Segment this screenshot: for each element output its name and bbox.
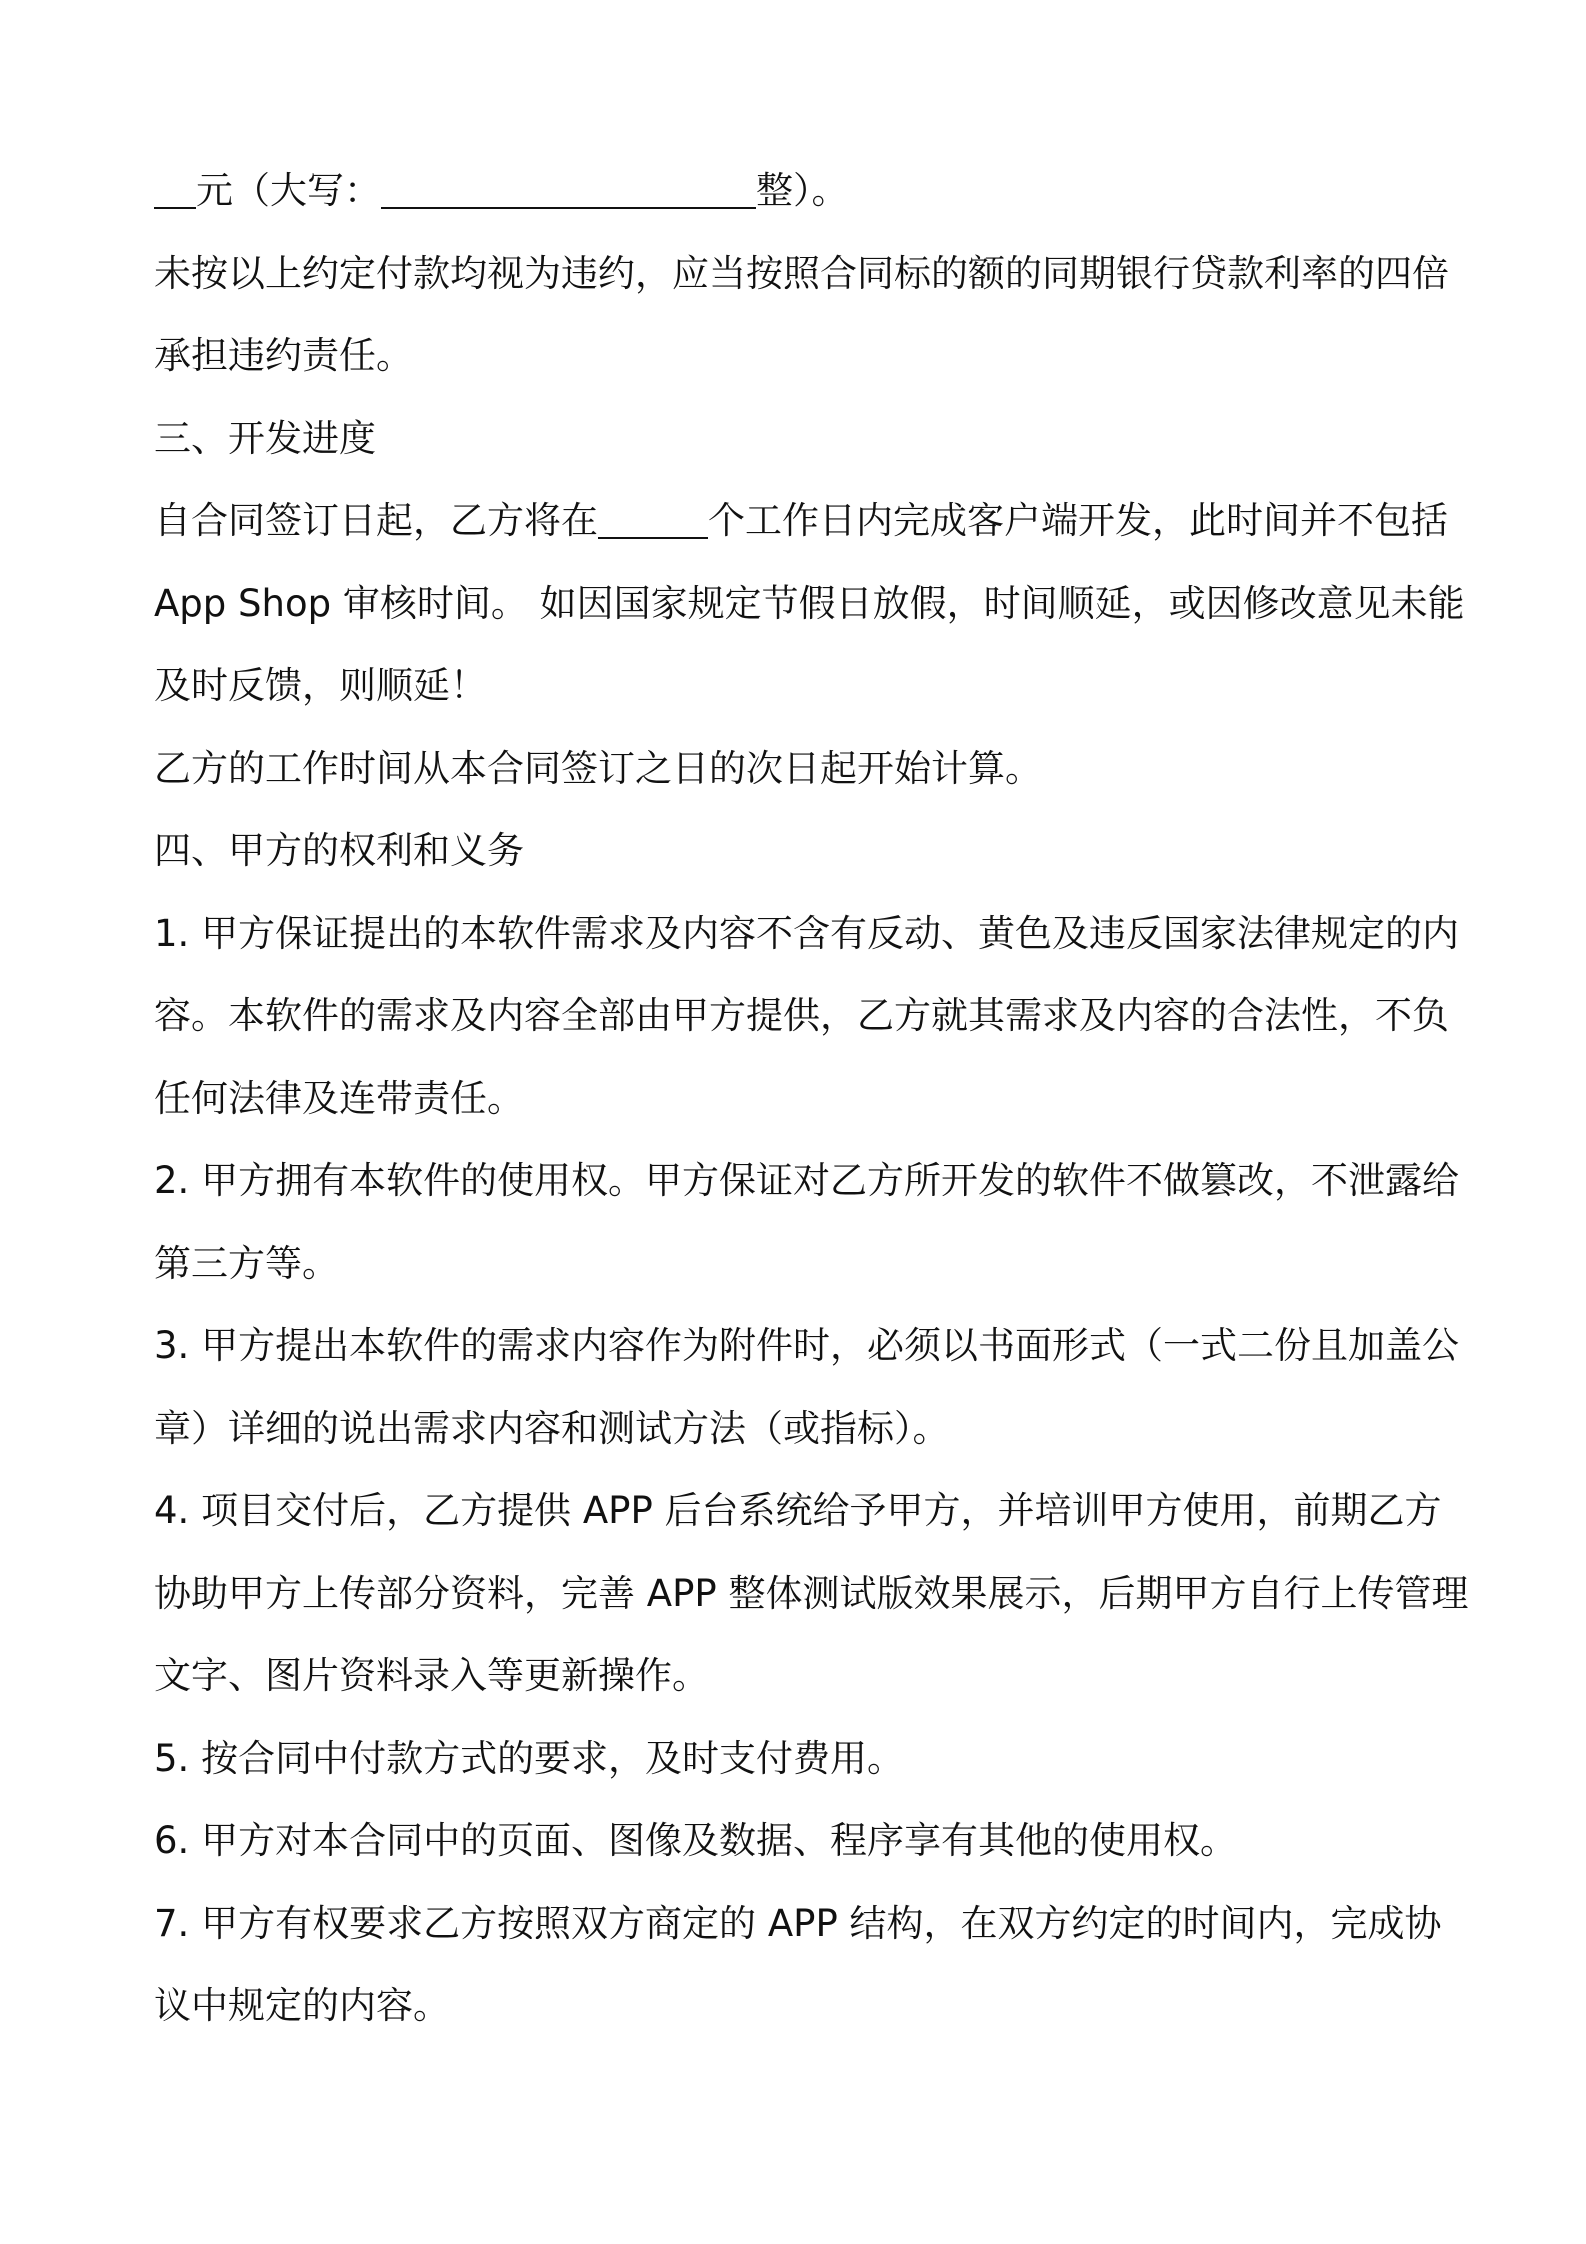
section-3-line-1-before: 自合同签订日起，乙方将在	[154, 499, 598, 542]
item-4-line-3: 文字、图片资料录入等更新操作。	[154, 1654, 709, 1697]
penalty-line-2: 承担违约责任。	[154, 334, 413, 377]
section-3-heading: 三、开发进度	[154, 416, 376, 460]
section-4-heading: 四、甲方的权利和义务	[154, 829, 524, 872]
item-1-line-3: 任何法律及连带责任。	[154, 1076, 524, 1120]
amount-zheng-label: 整）。	[756, 169, 849, 212]
amount-yuan-label: 元（大写：	[196, 169, 381, 212]
item-1-line-1: 1. 甲方保证提出的本软件需求及内容不含有反动、黄色及违反国家法律规定的内	[154, 911, 1460, 955]
section-3-line-1-after: 个工作日内完成客户端开发，此时间并不包括	[708, 499, 1448, 542]
section-3-line-1	[154, 480, 1474, 563]
amount-line	[154, 150, 1474, 233]
workdays-blank	[598, 497, 708, 539]
section-3-line-2: App Shop 审核时间。 如因国家规定节假日放假，时间顺延，或因修改意见未能	[154, 581, 1465, 625]
item-7-line-1: 7. 甲方有权要求乙方按照双方商定的 APP 结构，在双方约定的时间内，完成协	[154, 1901, 1442, 1945]
section-3-line-4: 乙方的工作时间从本合同签订之日的次日起开始计算。	[154, 746, 1042, 790]
item-3-line-1: 3. 甲方提出本软件的需求内容作为附件时，必须以书面形式（一式二份且加盖公	[154, 1324, 1460, 1367]
item-3-line-2: 章）详细的说出需求内容和测试方法（或指标）。	[154, 1406, 950, 1450]
section-3-line-3: 及时反馈，则顺延！	[154, 664, 487, 707]
penalty-line-1: 未按以上约定付款均视为违约，应当按照合同标的额的同期银行贷款利率的四倍	[154, 251, 1449, 295]
item-4-line-2: 协助甲方上传部分资料，完善 APP 整体测试版效果展示，后期甲方自行上传管理	[154, 1571, 1469, 1615]
item-1-line-2: 容。本软件的需求及内容全部由甲方提供，乙方就其需求及内容的合法性，不负	[154, 994, 1449, 1037]
amount-uppercase-blank	[381, 167, 756, 209]
item-2-line-1: 2. 甲方拥有本软件的使用权。甲方保证对乙方所开发的软件不做篡改，不泄露给	[154, 1159, 1460, 1202]
item-5-line-1: 5. 按合同中付款方式的要求，及时支付费用。	[154, 1736, 905, 1780]
item-6-line-1: 6. 甲方对本合同中的页面、图像及数据、程序享有其他的使用权。	[154, 1819, 1238, 1862]
item-7-line-2: 议中规定的内容。	[154, 1984, 450, 2027]
contract-page	[154, 150, 1474, 2048]
item-4-line-1: 4. 项目交付后，乙方提供 APP 后台系统给予甲方，并培训甲方使用，前期乙方	[154, 1489, 1442, 1532]
item-2-line-2: 第三方等。	[154, 1241, 339, 1285]
amount-blank	[154, 167, 196, 209]
